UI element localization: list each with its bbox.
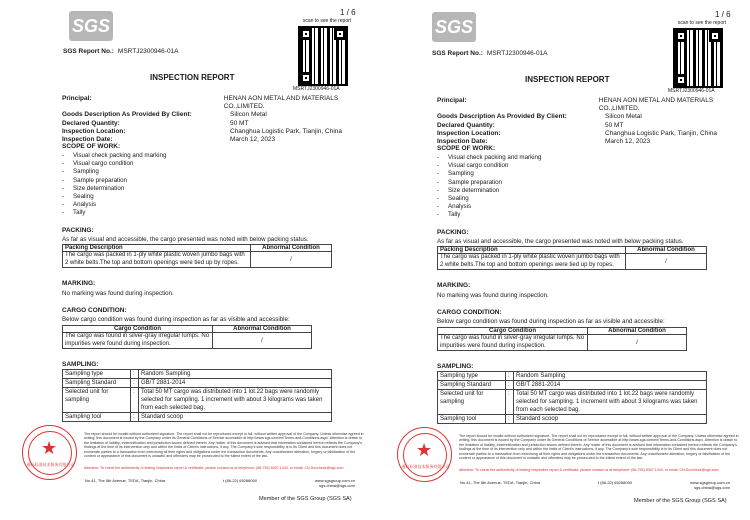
scope-list: - Visual check packing and marking - Visual cargo condition - Sampling - Sample preparation - Size determination - Sealing - Analysis - Tally [437,154,541,220]
member-text: Member of the SGS Group (SGS SA) [259,496,352,502]
member-text: Member of the SGS Group (SGS SA) [634,498,727,504]
page-number: 1 / 6 [715,10,731,19]
packing-intro: As far as visual and accessible, the cargo presented was noted with below packing status. [62,236,309,243]
packing-table: Packing Description Abnormal Condition The cargo was packed in 1-ply white plastic woven jumbo bags with 2 white belts.The top and bottom openings were tied up by ropes. / [437,246,707,270]
qr-caption: MSRTJ2300946-01A [668,88,715,94]
qr-code-icon [673,28,723,88]
table-row: Selected unit for sampling : Total 50 MT cargo was distributed into 1 lot.22 bags were randomly selected for sampling. 1 increment with about 3 kilograms was taken from each selected bag. [438,390,707,415]
marking-title: MARKING: [437,282,471,289]
table-row: Selected unit for sampling : Total 50 MT cargo was distributed into 1 lot.22 bags were randomly selected for sampling. 1 increment with about 3 kilograms was taken from each selected bag. [63,388,332,413]
qr-caption: MSRTJ2300946-01A [293,86,340,92]
marking-text: No marking was found during inspection. [437,292,549,299]
cargo-table: Cargo Condition Abnormal Condition The cargo was found in silver-gray irregular lumps. No impurities were found during inspection. / [437,327,687,351]
footer-contact: sgs.china@sgs.com [319,483,355,488]
footer-attention: Attention: To check the authenticity of testing /inspection report & certificate, please contact us at telephone: (86-755) 8307 1443, or email: CN.Doccheck@sgs.com [84,466,344,470]
packing-table: Packing Description Abnormal Condition The cargo was packed in 1-ply white plastic woven jumbo bags with 2 white belts.The top and bottom openings were tied up by ropes. / [62,244,332,268]
sampling-title: SAMPLING: [62,361,99,368]
cargo-table: Cargo Condition Abnormal Condition The cargo was found in silver-gray irregular lumps. No impurities were found during inspection. / [62,325,312,349]
company-seal: ★ 通标标准技术服务有限公司 [22,425,77,480]
footer-attention: Attention: To check the authenticity of testing /inspection report & certificate, please contact us at telephone: (86-755) 8307 1443, or email: CN.Doccheck@sgs.com [459,468,719,472]
report-title: INSPECTION REPORT [150,73,235,82]
report-number: SGS Report No.: MSRTJ2300946-01A [63,48,179,55]
scan-caption: scan to see the report [677,20,727,26]
footer-disclaimer: The report should be invalid without authorized signature. The report shall not be reproduced except in full, without written approval of the Company. Unless otherwise agreed in writing, this document is issued by the Company under its General Conditions of Service accessible at http://www.sgs.com/en/Terms-and-Conditions.aspx. Attention is drawn to the limitation of liability, indemnification and jurisdiction issues defined therein. Any holder of this document is advised that information contained hereon reflects the Company's findings at the time of its intervention only and within the limits of Client's instructions, if any. The Company's sole responsibility is to its Client and this document does not exonerate parties to a transaction from exercising all their rights and obligations under the transaction documents. Any unauthorized alteration, forgery or falsification of the content or appearance of this document is unlawful and offenders may be prosecuted to the fullest extent of the law. [84,432,364,459]
info-block: Principal: HENAN AON METAL AND MATERIALS CO.,LIMITED. Goods Description As Provided By Client: Silicon Metal Declared Quantity: 50 MT Inspection Location: Changhua Logistic Park, Tianjin, China Inspection Date: March 12, 2023 [437,97,718,146]
cargo-intro: Below cargo condition was found during inspection as far as visible and accessible: [437,318,665,325]
packing-intro: As far as visual and accessible, the cargo presented was noted with below packing status. [437,238,684,245]
info-block: Principal: HENAN AON METAL AND MATERIALS CO.,LIMITED. Goods Description As Provided By Client: Silicon Metal Declared Quantity: 50 MT Inspection Location: Changhua Logistic Park, Tianjin, China Inspection Date: March 12, 2023 [62,95,343,144]
sampling-table [62,369,332,422]
page-number: 1 / 6 [340,8,356,17]
table-row: Sampling type : Random Sampling [63,370,332,379]
company-seal: ★ 通标标准技术服务有限公司 [397,427,452,482]
table-row: Sampling tool : Standard scoop [63,413,332,422]
report-number: SGS Report No.: MSRTJ2300946-01A [432,50,548,57]
footer-contact: sgs.china@sgs.com [694,485,730,490]
table-row: Sampling Standard : GB/T 2881-2014 [63,379,332,388]
cargo-title: CARGO CONDITION: [62,307,127,314]
sgs-logo: SGS [432,12,476,42]
marking-title: MARKING: [62,280,96,287]
footer-address: No.41, The 5th Avenue, TEDA, Tianjin, China t (86-22) 65288000 www.sgsgroup.com.cn [85,478,355,483]
sampling-title: SAMPLING: [437,363,474,370]
cargo-intro: Below cargo condition was found during inspection as far as visible and accessible: [62,316,290,323]
sgs-logo: SGS [69,11,113,41]
table-row: Sampling tool : Standard scoop [438,415,707,424]
marking-text: No marking was found during inspection. [62,290,174,297]
scope-list: - Visual check packing and marking - Visual cargo condition - Sampling - Sample preparation - Size determination - Sealing - Analysis - Tally [62,152,166,218]
packing-title: PACKING: [62,227,94,234]
footer-disclaimer: The report should be invalid without authorized signature. The report shall not be reproduced except in full, without written approval of the Company. Unless otherwise agreed in writing, this document is issued by the Company under its General Conditions of Service accessible at http://www.sgs.com/en/Terms-and-Conditions.aspx. Attention is drawn to the limitation of liability, indemnification and jurisdiction issues defined therein. Any holder of this document is advised that information contained hereon reflects the Company's findings at the time of its intervention only and within the limits of Client's instructions, if any. The Company's sole responsibility is to its Client and this document does not exonerate parties to a transaction from exercising all their rights and obligations under the transaction documents. Any unauthorized alteration, forgery or falsification of the content or appearance of this document is unlawful and offenders may be prosecuted to the fullest extent of the law. [459,434,739,461]
sampling-table [437,371,707,424]
table-row: Sampling type : Random Sampling [438,372,707,381]
cargo-title: CARGO CONDITION: [437,309,502,316]
scope-title: SCOPE OF WORK: [62,143,121,150]
footer-address: No.41, The 5th Avenue, TEDA, Tianjin, China t (86-22) 65288000 www.sgsgroup.com.cn [460,480,730,485]
table-row: Sampling Standard : GB/T 2881-2014 [438,381,707,390]
report-page-right [375,0,750,520]
packing-title: PACKING: [437,229,469,236]
scan-caption: scan to see the report [302,18,352,24]
scope-title: SCOPE OF WORK: [437,145,496,152]
report-title: INSPECTION REPORT [525,75,610,84]
qr-code-icon [298,26,348,86]
